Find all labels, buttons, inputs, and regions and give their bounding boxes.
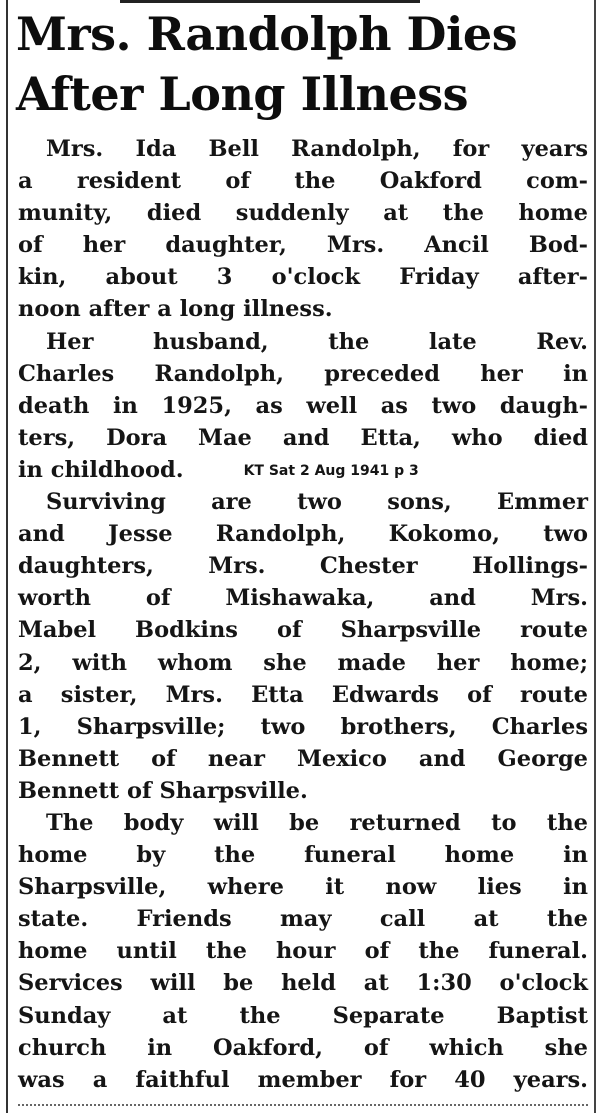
text-line: church in Oakford, of which she (18, 1034, 588, 1061)
article-body (18, 133, 588, 1096)
text-line: worth of Mishawaka, and Mrs. (18, 585, 588, 612)
text-line: munity, died suddenly at the home (18, 200, 588, 227)
text-line: Sharpsville, where it now lies in (18, 874, 588, 901)
text-line: and Jesse Randolph, Kokomo, two (18, 521, 588, 548)
right-column-rule (594, 0, 596, 1113)
text-line: 2, with whom she made her home; (18, 649, 588, 676)
text-line: 1, Sharpsville; two brothers, Charles (18, 713, 588, 740)
text-line: Mabel Bodkins of Sharpsville route (18, 617, 588, 644)
paragraph-death-notice (18, 133, 588, 326)
text-line: of her daughter, Mrs. Ancil Bod- (18, 232, 588, 259)
text-line: noon after a long illness. (18, 296, 333, 323)
text-line: daughters, Mrs. Chester Hollings- (18, 553, 588, 580)
text-line: Services will be held at 1:30 o'clock (18, 970, 588, 997)
text-line: a resident of the Oakford com- (18, 168, 588, 195)
text-line: Bennett of near Mexico and George (18, 745, 588, 772)
text-line: ters, Dora Mae and Etta, who died (18, 424, 588, 451)
text-line: Her husband, the late Rev. (46, 328, 588, 355)
text-line: Bennett of Sharpsville. (18, 777, 308, 804)
bottom-edge-smudge (18, 1104, 588, 1110)
text-line: was a faithful member for 40 years. (18, 1066, 588, 1093)
top-rule (120, 0, 420, 3)
paragraph-funeral (18, 807, 588, 1096)
text-line: Charles Randolph, preceded her in (18, 360, 588, 387)
text-line: a sister, Mrs. Etta Edwards of route (18, 681, 588, 708)
headline-line-1: Mrs. Randolph Dies (16, 7, 518, 61)
paragraph-husband (18, 326, 588, 486)
text-line: state. Friends may call at the (18, 906, 588, 933)
text-line: The body will be returned to the (46, 809, 588, 836)
text-line-with-note (18, 454, 588, 486)
paragraph-survivors (18, 486, 588, 807)
headline (16, 4, 588, 124)
left-column-rule (6, 0, 8, 1113)
text-line: in childhood. (18, 456, 184, 483)
text-line: Mrs. Ida Bell Randolph, for years (46, 136, 588, 162)
text-line: Surviving are two sons, Emmer (46, 489, 588, 516)
source-citation: KT Sat 2 Aug 1941 p 3 (243, 462, 419, 479)
text-line: Sunday at the Separate Baptist (18, 1002, 588, 1029)
headline-line-2: After Long Illness (16, 67, 469, 121)
text-line: kin, about 3 o'clock Friday after- (18, 264, 588, 291)
text-line: home by the funeral home in (18, 842, 588, 869)
text-line: death in 1925, as well as two daugh- (18, 392, 588, 419)
text-line: home until the hour of the funeral. (18, 938, 588, 965)
